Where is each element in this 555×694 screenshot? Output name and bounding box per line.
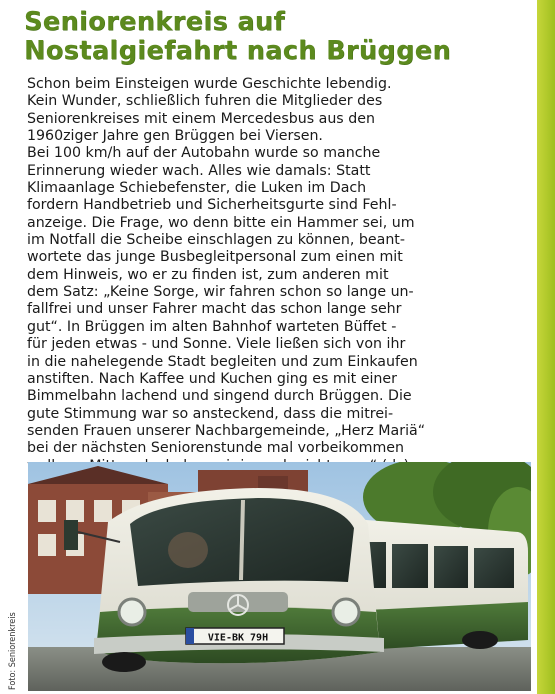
body-line: Erinnerung wieder wach. Alles wie damals: Statt bbox=[27, 162, 371, 179]
body-line: Kein Wunder, schließlich fuhren die Mitglieder des bbox=[27, 93, 383, 110]
body-line: für jeden etwas - und Sonne. Viele ließen sich von ihr bbox=[27, 336, 406, 353]
body-line: Bei 100 km/h auf der Autobahn wurde so manche bbox=[27, 145, 381, 162]
body-line: bei der nächsten Seniorenstunde mal vorbeikommen bbox=[27, 440, 405, 457]
svg-text:VIE-BK 79H: VIE-BK 79H bbox=[207, 632, 269, 644]
body-line: anstiften. Nach Kaffee und Kuchen ging es mit einer bbox=[27, 370, 397, 387]
green-side-bar bbox=[537, 0, 555, 694]
headline-line: Seniorenkreis auf bbox=[24, 7, 285, 37]
body-line: fallfrei und unser Fahrer macht das schon lange sehr bbox=[27, 301, 402, 318]
body-line: anzeige. Die Frage, wo denn bitte ein Hammer sei, um bbox=[27, 214, 415, 231]
body-line: in die nahelegende Stadt begleiten und zum Einkaufen bbox=[27, 353, 418, 370]
article-headline bbox=[24, 8, 529, 66]
license-plate bbox=[186, 628, 284, 644]
body-line: 1960ziger Jahre gen Brüggen bei Viersen. bbox=[27, 128, 323, 145]
body-line: dem Hinweis, wo er zu finden ist, zum anderen mit bbox=[27, 266, 389, 283]
body-line: Seniorenkreises mit einem Mercedesbus aus den bbox=[27, 110, 375, 127]
photo-credit: Foto: Seniorenkreis bbox=[8, 612, 18, 690]
headline-line: Nostalgiefahrt nach Brüggen bbox=[24, 36, 451, 66]
body-line: Bimmelbahn lachend und singend durch Brüggen. Die bbox=[27, 388, 412, 405]
body-line: gut“. In Brüggen im alten Bahnhof warteten Büffet - bbox=[27, 318, 397, 335]
bus-photo bbox=[28, 462, 531, 691]
body-line: gute Stimmung war so ansteckend, dass die mitrei- bbox=[27, 405, 394, 422]
body-line: Klimaanlage Schiebefenster, die Luken im Dach bbox=[27, 180, 367, 197]
body-line: dem Satz: „Keine Sorge, wir fahren schon so lange un- bbox=[27, 284, 414, 301]
body-line: senden Frauen unserer Nachbargemeinde, „Herz Mariä“ bbox=[27, 422, 426, 439]
body-line: fordern Handbetrieb und Sicherheitsgurte sind Fehl- bbox=[27, 197, 397, 214]
article-body bbox=[27, 76, 532, 475]
body-line: wortete das junge Busbegleitpersonal zum einen mit bbox=[27, 249, 403, 266]
body-line: Schon beim Einsteigen wurde Geschichte lebendig. bbox=[27, 76, 392, 92]
body-line: im Notfall die Scheibe einschlagen zu können, beant- bbox=[27, 232, 405, 249]
